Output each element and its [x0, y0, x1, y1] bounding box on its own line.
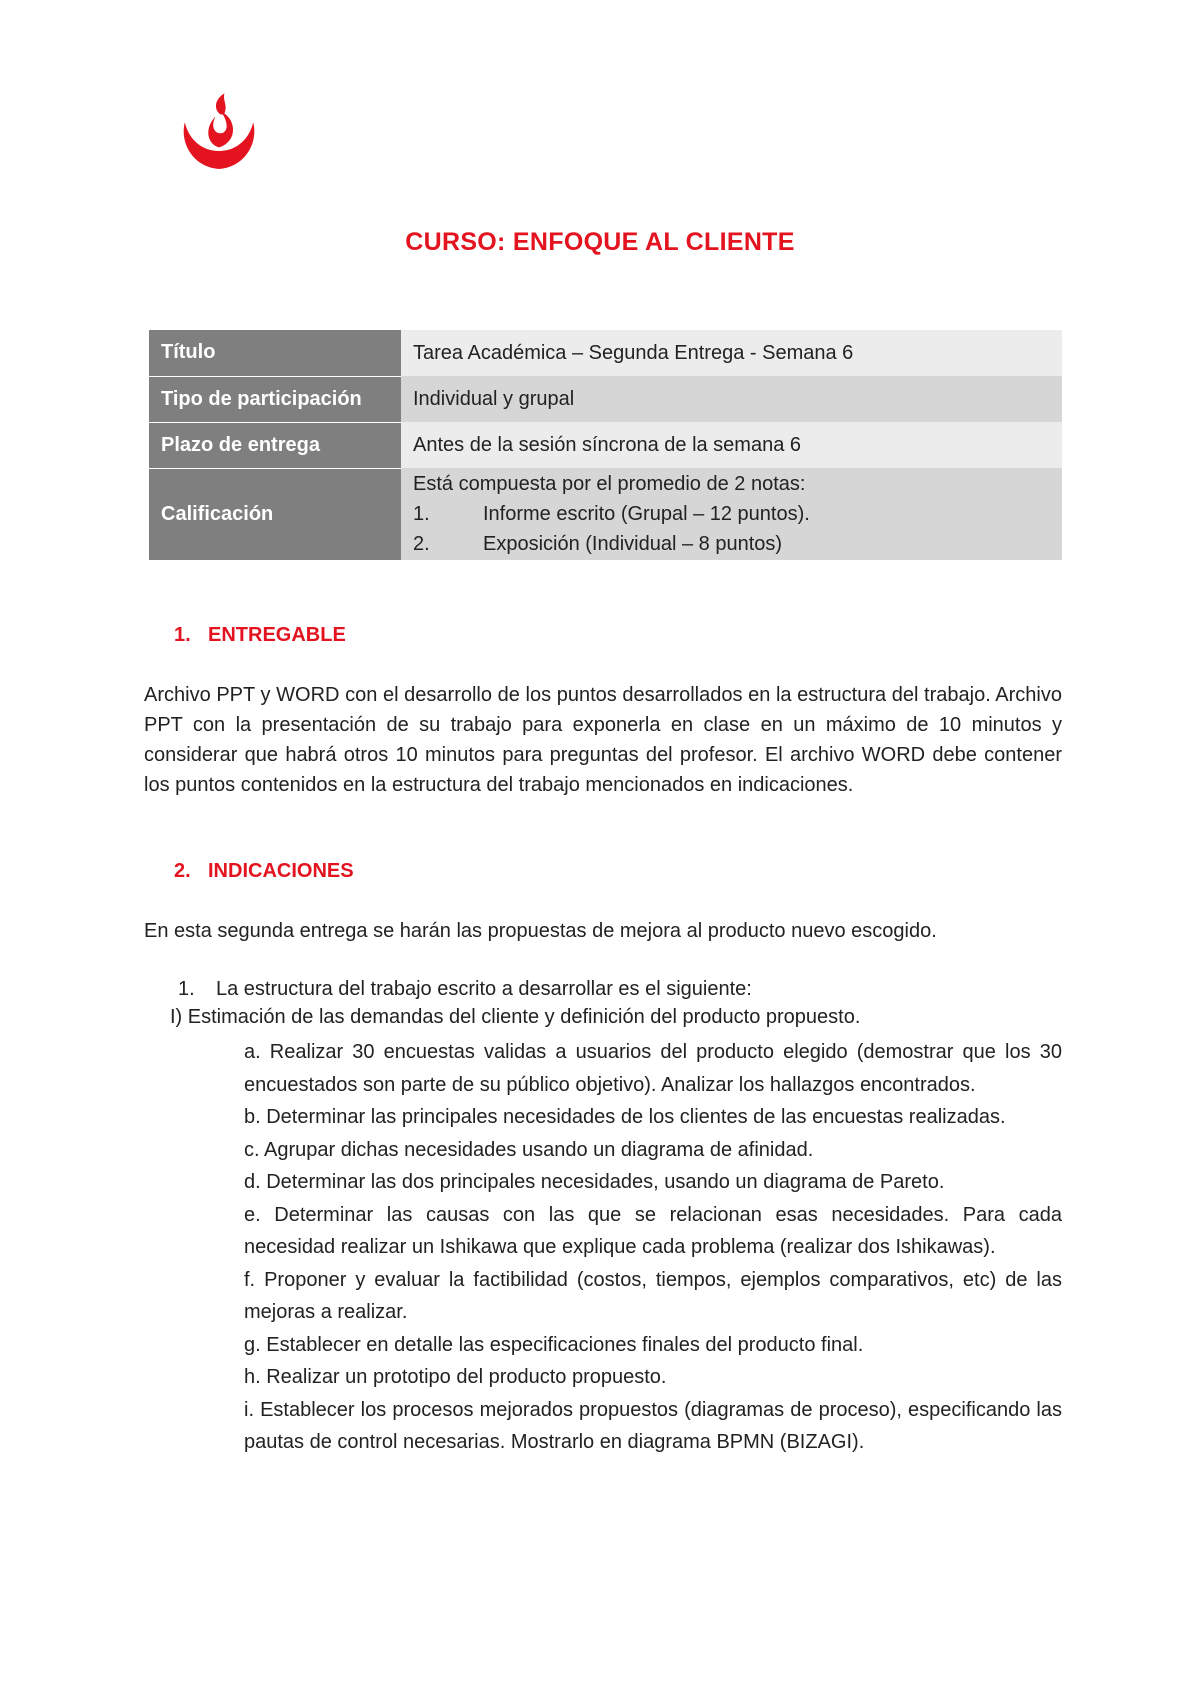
roman-heading: I) Estimación de las demandas del cliente y definición del producto propuesto. — [170, 1006, 861, 1028]
section-title: ENTREGABLE — [208, 624, 346, 646]
list-item-text: La estructura del trabajo escrito a desarrollar es el siguiente: — [216, 978, 752, 1000]
grading-intro: Está compuesta por el promedio de 2 notas: — [413, 473, 806, 495]
grading-item-text: Exposición (Individual – 8 puntos) — [483, 533, 783, 555]
assignment-info-table — [149, 330, 1062, 560]
upc-flame-logo-icon — [174, 88, 264, 178]
row-value: Individual y grupal — [401, 376, 1062, 422]
section-number: 1. — [174, 624, 191, 646]
course-title: CURSO: ENFOQUE AL CLIENTE — [405, 228, 795, 256]
row-label: Plazo de entrega — [149, 422, 401, 468]
table-row — [149, 330, 1062, 376]
table-row-grading — [149, 468, 1062, 560]
list-item-number: 1. — [178, 978, 195, 1000]
row-value: Antes de la sesión síncrona de la semana 6 — [401, 422, 1062, 468]
subitem: g. Establecer en detalle las especificaciones finales del producto final. — [244, 1333, 864, 1356]
indicaciones-paragraph: En esta segunda entrega se harán las propuestas de mejora al producto nuevo escogido. — [144, 920, 937, 942]
subitem: b. Determinar las principales necesidades de los clientes de las encuestas realizadas. — [244, 1106, 1006, 1128]
entregable-paragraph: Archivo PPT y WORD con el desarrollo de los puntos desarrollados en la estructura del trabajo. Archivo PPT con la presentación de su trabajo para exponerla en clase en un máximo de 10 minutos y considerar que habrá otros 10 minutos para preguntas del profesor. El archivo WORD debe contener los puntos contenidos en la estructura del trabajo mencionados en indicaciones. — [144, 684, 1062, 796]
subitem-list — [244, 1036, 1062, 1459]
subitem: a. Realizar 30 encuestas validas a usuarios del producto elegido (demostrar que los 30 encuestados son parte de su público objetivo). Analizar los hallazgos encontrados. — [244, 1041, 1062, 1096]
grading-item — [413, 499, 1050, 529]
list-item — [178, 978, 752, 1001]
subitem: d. Determinar las dos principales necesidades, usando un diagrama de Pareto. — [244, 1171, 945, 1193]
row-value: Tarea Académica – Segunda Entrega - Semana 6 — [401, 330, 1062, 376]
subitem: h. Realizar un prototipo del producto propuesto. — [244, 1366, 667, 1388]
section-number: 2. — [174, 860, 191, 882]
grading-item-number: 2. — [413, 533, 430, 555]
table-row — [149, 376, 1062, 422]
row-label: Tipo de participación — [149, 376, 401, 422]
row-label: Título — [149, 330, 401, 376]
subitem: e. Determinar las causas con las que se relacionan esas necesidades. Para cada necesidad realizar un Ishikawa que explique cada problema (realizar dos Ishikawas). — [244, 1203, 1062, 1258]
subitem: c. Agrupar dichas necesidades usando un diagrama de afinidad. — [244, 1138, 814, 1161]
subitem: f. Proponer y evaluar la factibilidad (costos, tiempos, ejemplos comparativos, etc) de las mejoras a realizar. — [244, 1268, 1062, 1323]
table-row — [149, 422, 1062, 468]
section-heading-entregable — [174, 624, 346, 647]
section-title: INDICACIONES — [208, 860, 354, 882]
section-heading-indicaciones — [174, 860, 354, 883]
subitem: i. Establecer los procesos mejorados propuestos (diagramas de proceso), especificando las pautas de control necesarias. Mostrarlo en diagrama BPMN (BIZAGI). — [244, 1398, 1062, 1453]
grading-item-text: Informe escrito (Grupal – 12 puntos). — [483, 503, 810, 525]
grading-value — [401, 468, 1062, 560]
grading-item-number: 1. — [413, 503, 430, 525]
grading-item — [413, 529, 1050, 559]
row-label: Calificación — [149, 468, 401, 560]
